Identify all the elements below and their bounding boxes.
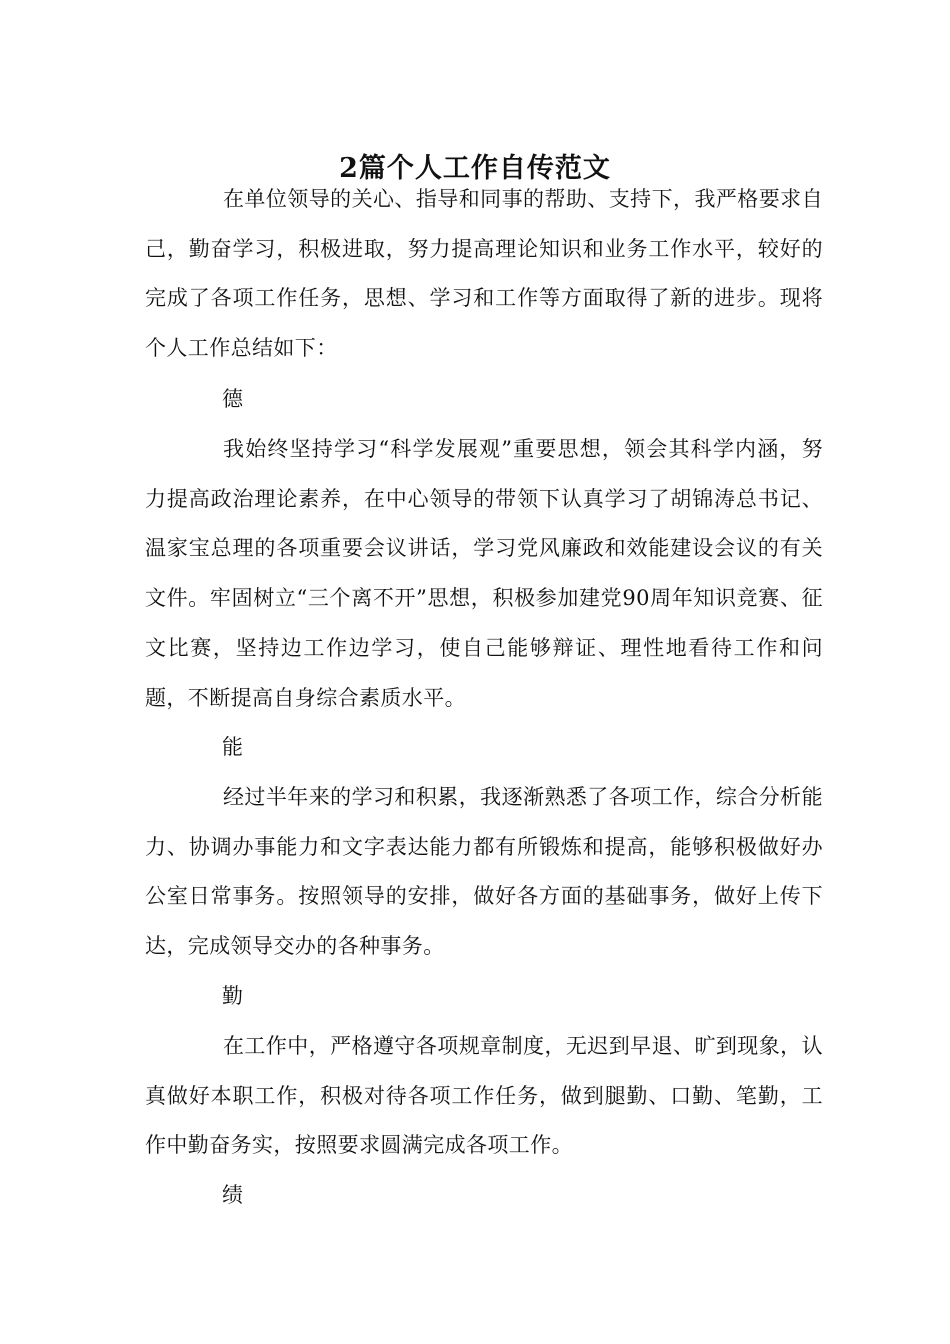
- paragraph-qin: 在工作中，严格遵守各项规章制度，无迟到早退、旷到现象，认真做好本职工作，积极对待各项工作任务，做到腿勤、口勤、笔勤，工作中勤奋务实，按照要求圆满完成各项工作。: [145, 1034, 823, 1158]
- document-title: 2篇个人工作自传范文: [339, 153, 611, 185]
- section-heading-neng: 能: [222, 735, 243, 759]
- section-heading-ji: 绩: [222, 1183, 243, 1207]
- intro-paragraph: 在单位领导的关心、指导和同事的帮助、支持下，我严格要求自己，勤奋学习，积极进取，努力提高理论知识和业务工作水平，较好的完成了各项工作任务，思想、学习和工作等方面取得了新的进步。现将个人工作总结如下：: [145, 187, 823, 361]
- paragraph-de: 我始终坚持学习“科学发展观”重要思想，领会其科学内涵，努力提高政治理论素养，在中心领导的带领下认真学习了胡锦涛总书记、温家宝总理的各项重要会议讲话，学习党风廉政和效能建设会议的有关文件。牢固树立“三个离不开”思想，积极参加建党90周年知识竞赛、征文比赛，坚持边工作边学习，使自己能够辩证、理性地看待工作和问题，不断提高自身综合素质水平。: [145, 437, 823, 710]
- section-heading-qin: 勤: [222, 984, 243, 1008]
- paragraph-neng: 经过半年来的学习和积累，我逐渐熟悉了各项工作，综合分析能力、协调办事能力和文字表达能力都有所锻炼和提高，能够积极做好办公室日常事务。按照领导的安排，做好各方面的基础事务，做好上传下达，完成领导交办的各种事务。: [145, 785, 823, 959]
- section-heading-de: 德: [222, 387, 243, 411]
